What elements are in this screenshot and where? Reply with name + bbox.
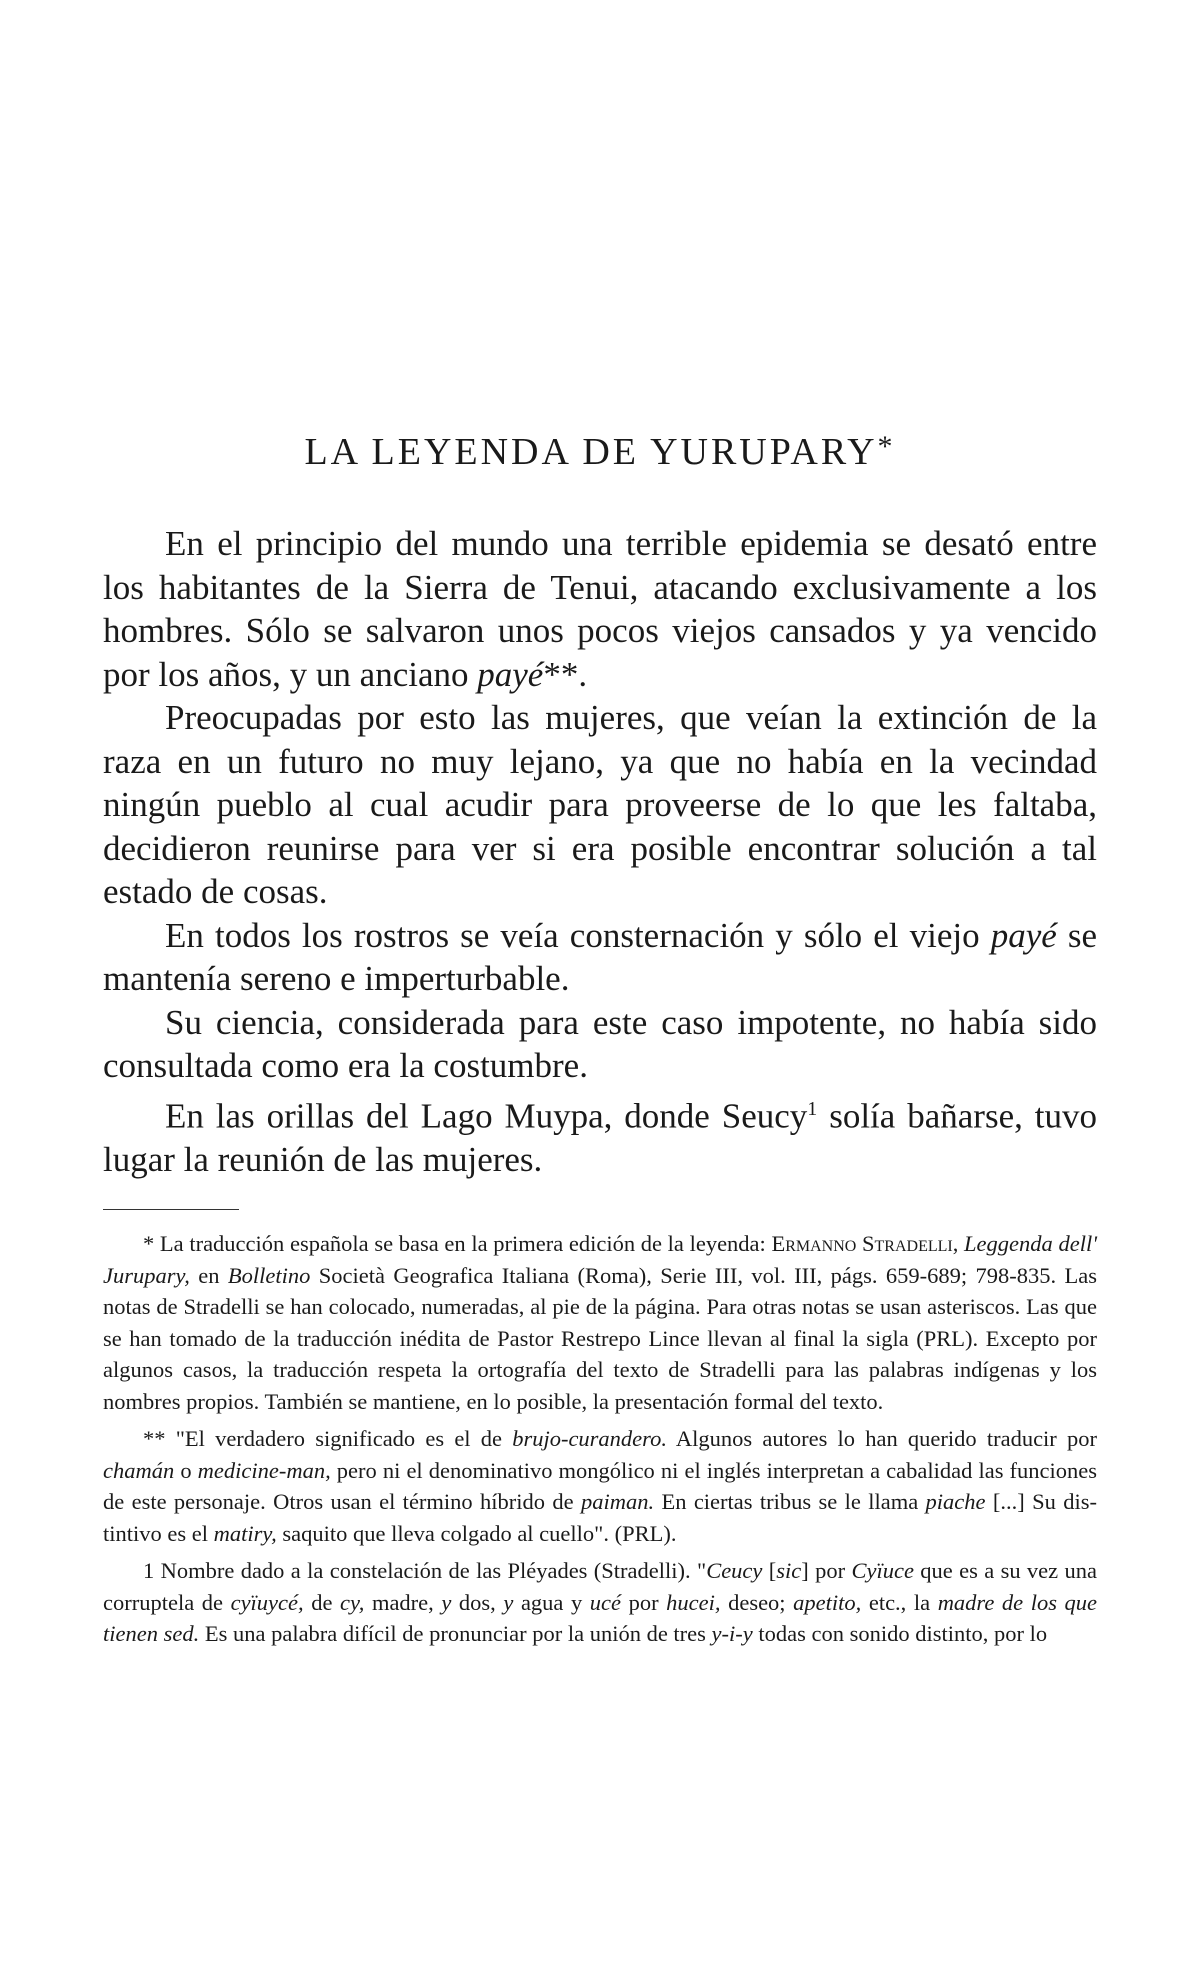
author-name: Ermanno Stradelli	[771, 1231, 953, 1256]
body-text	[103, 522, 1097, 1181]
title-footnote-marker: *	[877, 430, 896, 463]
chapter-title-text: LA LEYENDA DE YURUPARY	[304, 431, 878, 473]
paragraph-1: En el principio del mundo una terrible epidemia se desató entre los habitantes de la Sierra de Tenui, atacando exclusivamente a los hombres. Sólo se salvaron unos pocos viejos cansados y ya vencido por los años, y un anciano payé**.	[103, 524, 1097, 694]
footnote-1-clip	[103, 1555, 1098, 1646]
footnote-asterisk: * La traducción española se basa en la primera edición de la leyenda: Ermanno Stradelli, Leggenda dell' Jurupary, en Bolletino Società Geografica Italiana (Roma), Serie III, vol. III, págs. 659-689; 798-835. Las notas de Stradelli se han colocado, numeradas, al pie de la página. Para otras notas se usan asteriscos. Las que se han tomado de la traducción inédita de Pastor Restrepo Lince llevan al final la sigla (PRL). Excepto por algunos casos, la traducción respeta la ortografía del texto de Stradelli para las palabras indígenas y los nombres propios. También se mantiene, en lo posible, la presentación formal del texto.	[103, 1231, 1098, 1414]
term-paye: payé	[990, 915, 1057, 955]
paragraph-4: Su ciencia, considerada para este caso impotente, no había sido consultada como era la costumbre.	[103, 1002, 1097, 1085]
term-paye: payé	[477, 654, 544, 694]
paragraph-5: En las orillas del Lago Muypa, donde Seucy$^1$ solía bañarse, tuvo lugar la reunión de las mujeres.	[103, 1096, 1097, 1179]
footnotes	[103, 1228, 1098, 1646]
paragraph-3: En todos los rostros se veía consternación y sólo el viejo payé se mantenía sereno e imperturbable.	[103, 915, 1098, 998]
footnote-ref-1: 1	[807, 1097, 818, 1120]
work-title: Leggenda dell' Jurupary,	[103, 1231, 1098, 1288]
footnote-1: 1 Nombre dado a la constelación de las Pléyades (Stradelli). "Ceucy [sic] por Cyïuce que es a su vez una corruptela de cyïuycé, de cy, madre, y dos, y agua y ucé por hucei, deseo; apetito, etc., la madre de los que tienen sed. Es una palabra difícil de pronunciar por la unión de tres y-i-y todas con sonido distinto, por lo	[103, 1558, 1098, 1646]
footnote-double-asterisk: ** "El verdadero significado es el de brujo-curandero. Algunos autores lo han querido traducir por chamán o medicine-man, pero ni el denominativo mongólico ni el inglés interpretan a cabalidad las funciones de este personaje. Otros usan el término híbrido de paiman. En ciertas tribus se le llama piache [...] Su distintivo es el matiry, saquito que lleva colgado al cuello". (PRL).	[103, 1426, 1097, 1546]
footnote-divider	[103, 1209, 239, 1210]
journal-title: Bolletino	[227, 1262, 311, 1288]
chapter-title	[0, 430, 1200, 474]
paragraph-2: Preocupadas por esto las mujeres, que veían la extinción de la raza en un futuro no muy lejano, ya que no había en la vecindad ningún pueblo al cual acudir para proveerse de lo que les faltaba, decidieron reunirse para ver si era posible encontrar solución a tal estado de cosas.	[103, 698, 1097, 911]
